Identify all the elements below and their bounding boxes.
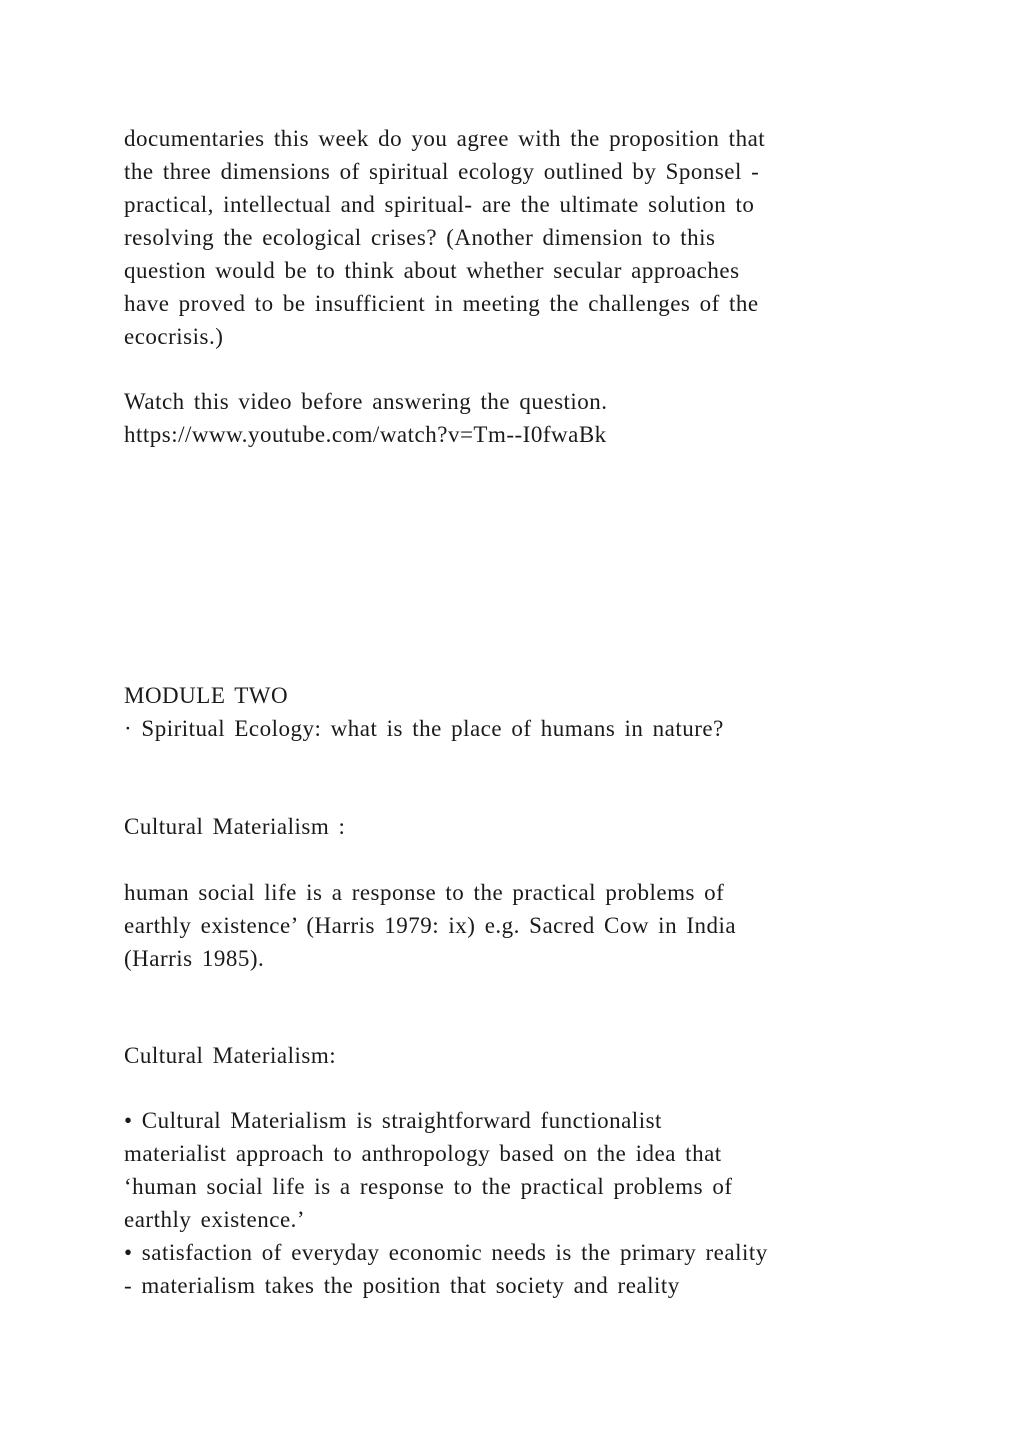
paragraph-line: ‘human social life is a response to the practical problems of — [124, 1174, 733, 1199]
video-instruction: Watch this video before answering the question. — [124, 389, 608, 414]
section-heading: Cultural Materialism : — [124, 814, 346, 839]
paragraph-line: materialist approach to anthropology based on the idea that — [124, 1141, 722, 1166]
paragraph-line: earthly existence’ (Harris 1979: ix) e.g. Sacred Cow in India — [124, 913, 737, 938]
module-title: MODULE TWO — [124, 683, 289, 708]
video-link[interactable]: https://www.youtube.com/watch?v=Tm--I0fwaBk — [124, 422, 607, 447]
paragraph-line: documentaries this week do you agree with the proposition that — [124, 126, 766, 151]
paragraph-line: have proved to be insufficient in meeting the challenges of the — [124, 291, 759, 316]
paragraph-line: earthly existence.’ — [124, 1207, 306, 1232]
module-bullet: · Spiritual Ecology: what is the place of humans in nature? — [124, 716, 724, 741]
paragraph-line: - materialism takes the position that society and reality — [124, 1273, 680, 1298]
paragraph-line: • satisfaction of everyday economic needs is the primary reality — [124, 1240, 768, 1265]
paragraph-line: resolving the ecological crises? (Another dimension to this — [124, 225, 716, 250]
paragraph-line: • Cultural Materialism is straightforward functionalist — [124, 1108, 662, 1133]
paragraph-line: (Harris 1985). — [124, 946, 265, 971]
paragraph-line: the three dimensions of spiritual ecology outlined by Sponsel - — [124, 159, 760, 184]
paragraph-line: practical, intellectual and spiritual- are the ultimate solution to — [124, 192, 755, 217]
paragraph-line: ecocrisis.) — [124, 324, 224, 349]
paragraph-line: human social life is a response to the practical problems of — [124, 880, 725, 905]
section-heading: Cultural Materialism: — [124, 1043, 337, 1068]
paragraph-line: question would be to think about whether secular approaches — [124, 258, 740, 283]
